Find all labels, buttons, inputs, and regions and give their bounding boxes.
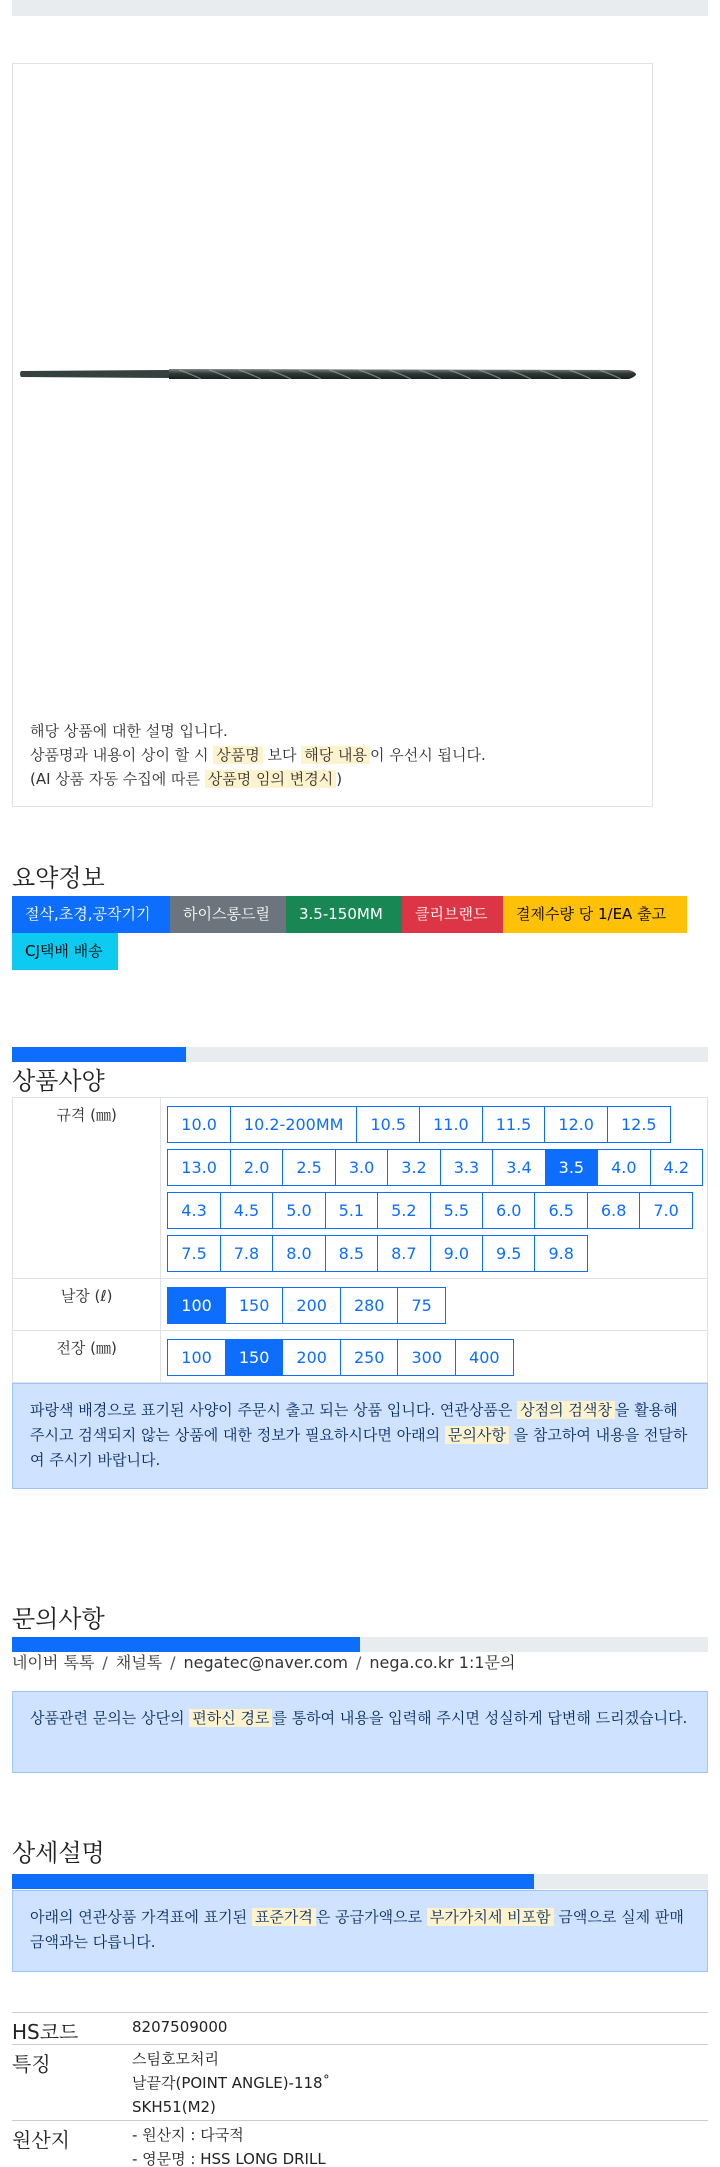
spec-option-button[interactable]: 10.0	[167, 1106, 231, 1143]
spec-option-button[interactable]: 280	[340, 1287, 399, 1324]
spec-option-button[interactable]: 13.0	[167, 1149, 231, 1186]
feature-row	[12, 2044, 708, 2120]
spec-option-button[interactable]: 11.5	[482, 1106, 546, 1143]
feature-line: SKH51(M2)	[132, 2098, 216, 2116]
spec-option-button[interactable]: 2.5	[282, 1149, 335, 1186]
inquiry-channel-link[interactable]: 네이버 톡톡	[12, 1653, 95, 1672]
detail-progress-bar	[12, 1874, 708, 1889]
spec-option-button[interactable]: 2.0	[230, 1149, 283, 1186]
notice-highlight: 부가가치세 비포함	[427, 1908, 554, 1926]
spec-option-button[interactable]: 5.2	[377, 1192, 430, 1229]
spec-option-button[interactable]: 11.0	[419, 1106, 483, 1143]
spec-row-label: 규격 (㎜)	[13, 1098, 161, 1279]
feature-value	[132, 2047, 330, 2119]
spec-option-button[interactable]: 4.0	[597, 1149, 650, 1186]
spec-row-label: 날장 (ℓ)	[13, 1279, 161, 1331]
detail-progress-fill	[12, 1874, 534, 1889]
spec-option-button[interactable]: 100	[167, 1339, 226, 1376]
drill-product-image	[19, 364, 645, 384]
spec-notice	[12, 1383, 708, 1489]
spec-option-button[interactable]: 150	[225, 1339, 284, 1376]
spec-option-button[interactable]: 250	[340, 1339, 399, 1376]
spec-option-button[interactable]: 75	[397, 1287, 445, 1324]
origin-row	[12, 2120, 708, 2167]
inquiry-channel-link[interactable]: nega.co.kr 1:1문의	[369, 1653, 516, 1672]
spec-options	[161, 1098, 708, 1279]
origin-line: - 원산지 : 다국적	[132, 2126, 244, 2144]
option-group	[165, 1188, 703, 1231]
spec-option-button[interactable]: 3.0	[335, 1149, 388, 1186]
spec-option-button[interactable]: 200	[282, 1339, 341, 1376]
hs-code-label: HS코드	[12, 2020, 79, 2044]
spec-option-button[interactable]: 5.1	[325, 1192, 378, 1229]
spec-option-button[interactable]: 3.5	[545, 1149, 598, 1186]
summary-badge: 절삭,초경,공작기기	[12, 896, 170, 933]
spec-title: 상품사양	[12, 1067, 105, 1095]
notice-text: 아래의 연관상품 가격표에 표기된	[30, 1908, 252, 1926]
spec-option-button[interactable]: 8.7	[377, 1235, 430, 1272]
inquiry-channel-link[interactable]: 채널톡	[115, 1653, 163, 1672]
notice-highlight: 표준가격	[252, 1908, 316, 1926]
caption-highlight: 해당 내용	[301, 746, 370, 764]
caption-highlight: 상품명 임의 변경시	[205, 770, 336, 788]
notice-highlight: 편하신 경로	[189, 1709, 272, 1727]
spec-option-button[interactable]: 9.0	[430, 1235, 483, 1272]
feature-label: 특징	[12, 2052, 51, 2076]
spec-option-button[interactable]: 3.2	[387, 1149, 440, 1186]
spec-option-button[interactable]: 300	[397, 1339, 456, 1376]
option-group	[165, 1102, 703, 1145]
spec-option-button[interactable]: 4.2	[650, 1149, 703, 1186]
spec-option-button[interactable]: 3.4	[492, 1149, 545, 1186]
spec-option-button[interactable]: 9.5	[482, 1235, 535, 1272]
caption-line-3	[30, 767, 486, 791]
spec-option-button[interactable]: 6.8	[587, 1192, 640, 1229]
notice-text: 은 공급가액으로	[315, 1908, 427, 1926]
spec-option-button[interactable]: 150	[225, 1287, 284, 1324]
caption-text: (AI 상품 자동 수집에 따른	[30, 770, 205, 788]
channel-separator: /	[170, 1653, 176, 1672]
spec-option-button[interactable]: 10.2-200MM	[230, 1106, 358, 1143]
spec-option-button[interactable]: 7.8	[220, 1235, 273, 1272]
summary-title: 요약정보	[12, 864, 105, 892]
spec-option-button[interactable]: 8.5	[325, 1235, 378, 1272]
inquiry-notice	[12, 1691, 708, 1773]
summary-badge: 결제수량 당 1/EA 출고	[503, 896, 687, 933]
option-group	[165, 1335, 703, 1378]
image-caption	[30, 719, 486, 791]
spec-progress-bar	[12, 1047, 708, 1062]
spec-option-button[interactable]: 9.8	[534, 1235, 587, 1272]
feature-line: 스팀호모처리	[132, 2050, 219, 2068]
spec-table	[12, 1097, 708, 1383]
spec-progress-fill	[12, 1047, 186, 1062]
notice-text: 금액으로 실제 판매금액과는 다릅니다.	[30, 1908, 684, 1951]
spec-option-button[interactable]: 400	[455, 1339, 514, 1376]
spec-option-button[interactable]: 3.3	[440, 1149, 493, 1186]
notice-highlight: 상점의 검색창	[517, 1401, 615, 1419]
spec-option-button[interactable]: 12.5	[607, 1106, 671, 1143]
spec-option-button[interactable]: 7.5	[167, 1235, 220, 1272]
notice-text: 를 통하여 내용을 입력해 주시면 성실하게 답변해 드리겠습니다.	[272, 1709, 688, 1727]
notice-text: 상품관련 문의는 상단의	[30, 1709, 190, 1727]
notice-text: 을 활용해 주시고 검색되지 않는 상품에 대한 정보가 필요하시다면 아래의	[30, 1401, 678, 1444]
spec-options	[161, 1331, 708, 1383]
spec-option-button[interactable]: 12.0	[544, 1106, 608, 1143]
option-group	[165, 1145, 703, 1188]
top-divider-bar	[12, 0, 708, 16]
caption-text: 보다	[262, 746, 302, 764]
notice-text: 파랑색 배경으로 표기된 사양이 주문시 출고 되는 상품 입니다. 연관상품은	[30, 1401, 518, 1419]
caption-text: 상품명과 내용이 상이 할 시	[30, 746, 214, 764]
spec-option-button[interactable]: 100	[167, 1287, 226, 1324]
spec-options	[161, 1279, 708, 1331]
channel-separator: /	[356, 1653, 362, 1672]
spec-option-button[interactable]: 5.5	[430, 1192, 483, 1229]
spec-option-button[interactable]: 4.5	[220, 1192, 273, 1229]
option-group	[165, 1283, 703, 1326]
inquiry-title: 문의사항	[12, 1605, 105, 1633]
summary-badge: 하이스롱드릴	[170, 896, 286, 933]
origin-line: - 영문명 : HSS LONG DRILL	[132, 2150, 326, 2167]
spec-row	[13, 1331, 708, 1383]
option-group	[165, 1231, 703, 1274]
hs-code-row	[12, 2012, 708, 2044]
spec-option-button[interactable]: 200	[282, 1287, 341, 1324]
spec-option-button[interactable]: 10.5	[356, 1106, 420, 1143]
summary-badge: 클리브랜드	[402, 896, 503, 933]
spec-row	[13, 1098, 708, 1279]
notice-text: 을 참고하여 내용을 전달하여 주시기 바랍니다.	[30, 1426, 688, 1469]
caption-line-1: 해당 상품에 대한 설명 입니다.	[30, 722, 228, 740]
hs-code-value: 8207509000	[132, 2018, 228, 2036]
product-image-box	[12, 63, 653, 807]
origin-value	[132, 2123, 326, 2167]
detail-notice	[12, 1890, 708, 1972]
feature-line: 날끝각(POINT ANGLE)-118˚	[132, 2074, 331, 2092]
spec-option-button[interactable]: 8.0	[272, 1235, 325, 1272]
caption-text: )	[336, 770, 343, 788]
detail-title: 상세설명	[12, 1839, 105, 1867]
caption-text: 이 우선시 됩니다.	[369, 746, 486, 764]
spec-option-button[interactable]: 6.5	[534, 1192, 587, 1229]
inquiry-channel-link[interactable]: negatec@naver.com	[183, 1653, 349, 1672]
spec-option-button[interactable]: 6.0	[482, 1192, 535, 1229]
caption-highlight: 상품명	[213, 746, 262, 764]
spec-option-button[interactable]: 7.0	[639, 1192, 692, 1229]
inquiry-channels	[12, 1650, 515, 1673]
caption-line-2	[30, 743, 486, 767]
channel-separator: /	[102, 1653, 108, 1672]
spec-row-label: 전장 (㎜)	[13, 1331, 161, 1383]
summary-badge: 3.5-150MM	[286, 896, 402, 933]
summary-badge: CJ택배 배송	[12, 933, 118, 970]
spec-option-button[interactable]: 5.0	[272, 1192, 325, 1229]
spec-option-button[interactable]: 4.3	[167, 1192, 220, 1229]
origin-label: 원산지	[12, 2128, 70, 2152]
notice-highlight: 문의사항	[445, 1426, 509, 1444]
spec-row	[13, 1279, 708, 1331]
